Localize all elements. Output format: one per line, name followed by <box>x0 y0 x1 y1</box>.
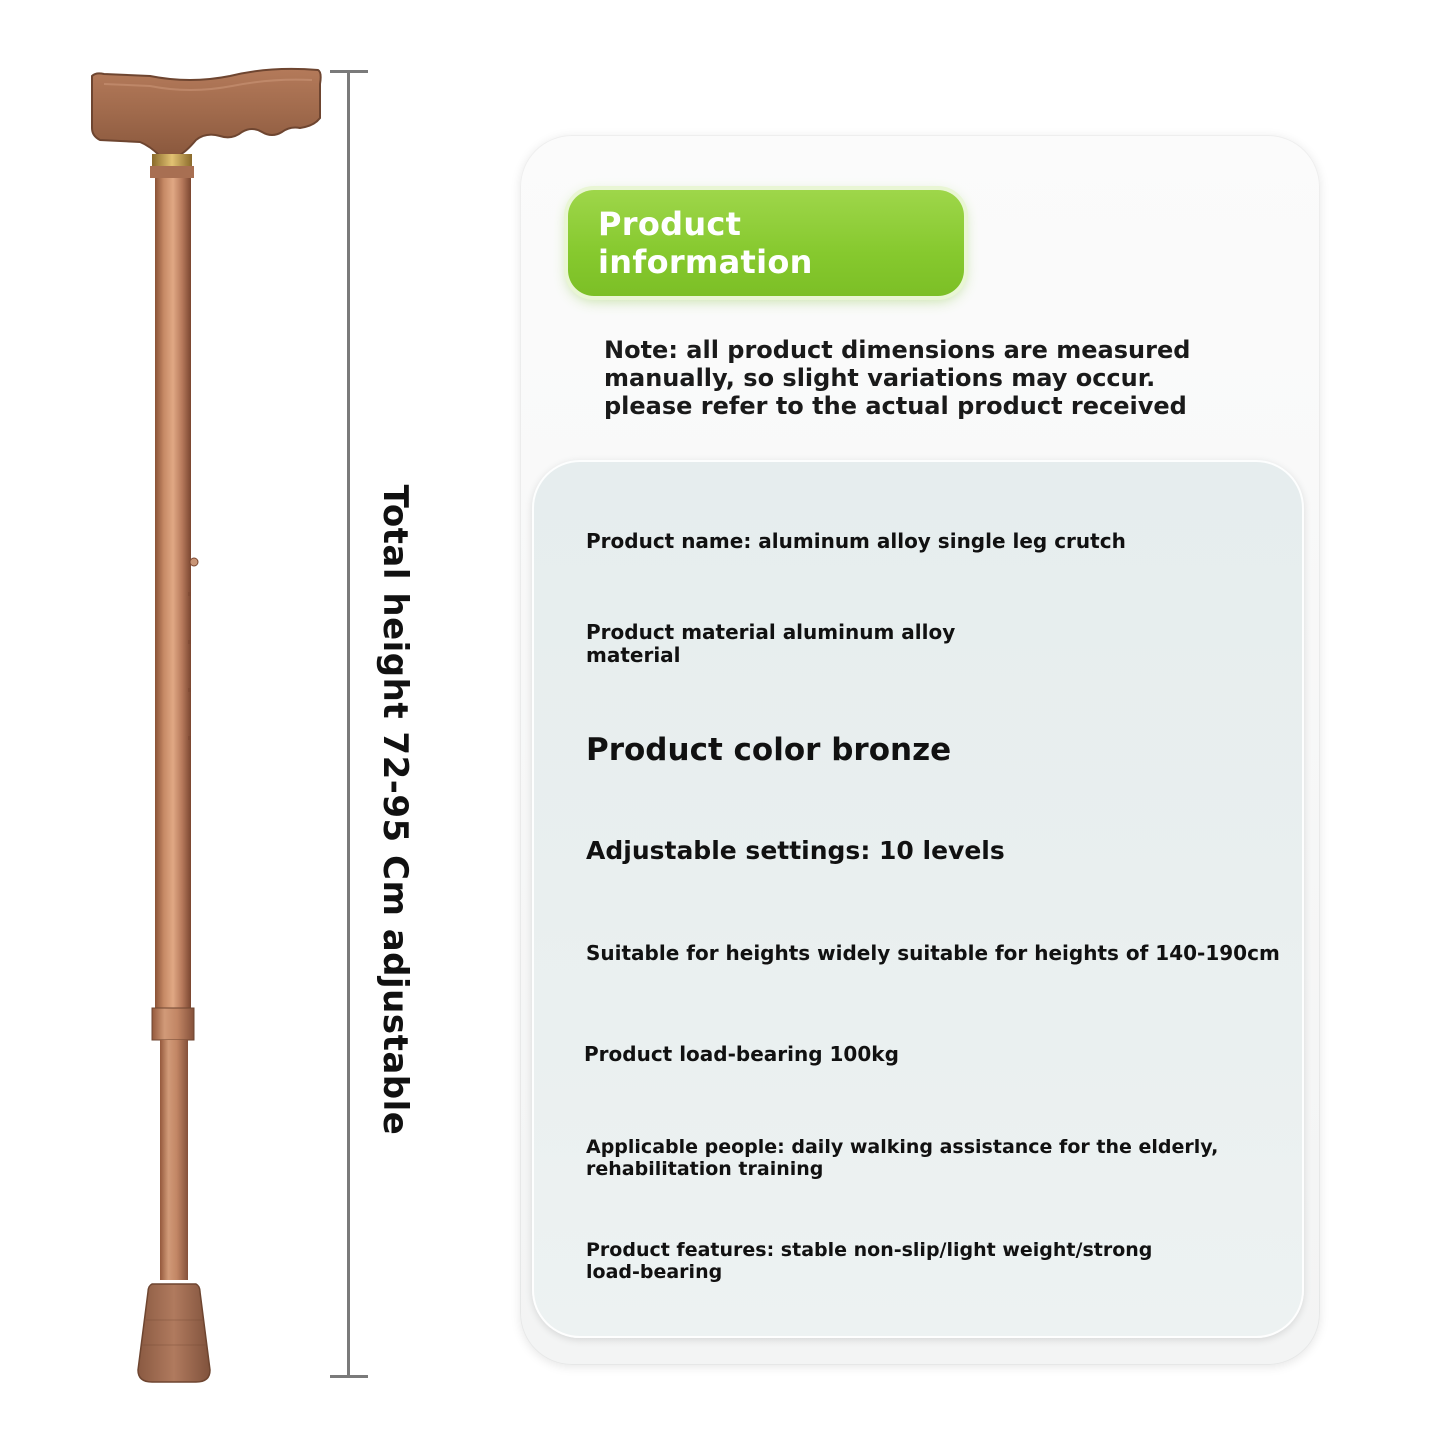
spec-product-name <box>586 530 1126 553</box>
cane-lower-shaft <box>160 1040 188 1280</box>
note-line: please refer to the actual product received <box>604 392 1187 420</box>
total-height-label: Total height 72-95 Cm adjustable <box>375 484 415 1136</box>
spec-line: Product name: aluminum alloy single leg crutch <box>586 529 1126 553</box>
product-information-tag <box>568 190 964 296</box>
spec-line: Applicable people: daily walking assistance for the elderly, <box>586 1136 1219 1158</box>
walking-cane-image <box>0 0 360 1445</box>
cane-collar <box>152 154 192 166</box>
spec-line: Adjustable settings: 10 levels <box>586 836 1005 865</box>
spec-line: load-bearing <box>586 1261 723 1283</box>
spec-product-color <box>586 732 951 768</box>
specifications-panel <box>532 460 1304 1338</box>
spec-line: rehabilitation training <box>586 1158 824 1180</box>
spec-applicable-people <box>586 1136 1218 1180</box>
spec-line: Suitable for heights widely suitable for heights of 140-190cm <box>586 941 1280 965</box>
cane-rubber-tip <box>138 1284 210 1382</box>
spec-load-bearing <box>584 1043 899 1066</box>
height-bar-bottom-cap <box>330 1375 368 1378</box>
height-bar-line <box>347 70 350 1378</box>
product-information-title: Product information <box>598 205 813 281</box>
spec-line: Product material aluminum alloy <box>586 620 956 644</box>
spec-line: material <box>586 643 681 667</box>
spec-line: Product features: stable non-slip/light weight/strong <box>586 1239 1153 1261</box>
spec-line: Product color bronze <box>586 732 952 768</box>
spec-line: Product load-bearing 100kg <box>584 1042 899 1066</box>
spec-product-material <box>586 621 955 667</box>
cane-upper-shaft <box>155 178 191 1008</box>
dimension-note <box>604 336 1224 420</box>
note-line: manually, so slight variations may occur. <box>604 364 1156 392</box>
spec-adjustable-settings <box>586 836 1005 865</box>
cane-lock-ring <box>152 1008 194 1040</box>
height-indicator-bar <box>330 70 368 1378</box>
cane-handle <box>92 69 321 156</box>
spec-suitable-heights <box>586 942 1280 965</box>
note-line: Note: all product dimensions are measured <box>604 336 1191 364</box>
spec-product-features <box>586 1239 1152 1283</box>
